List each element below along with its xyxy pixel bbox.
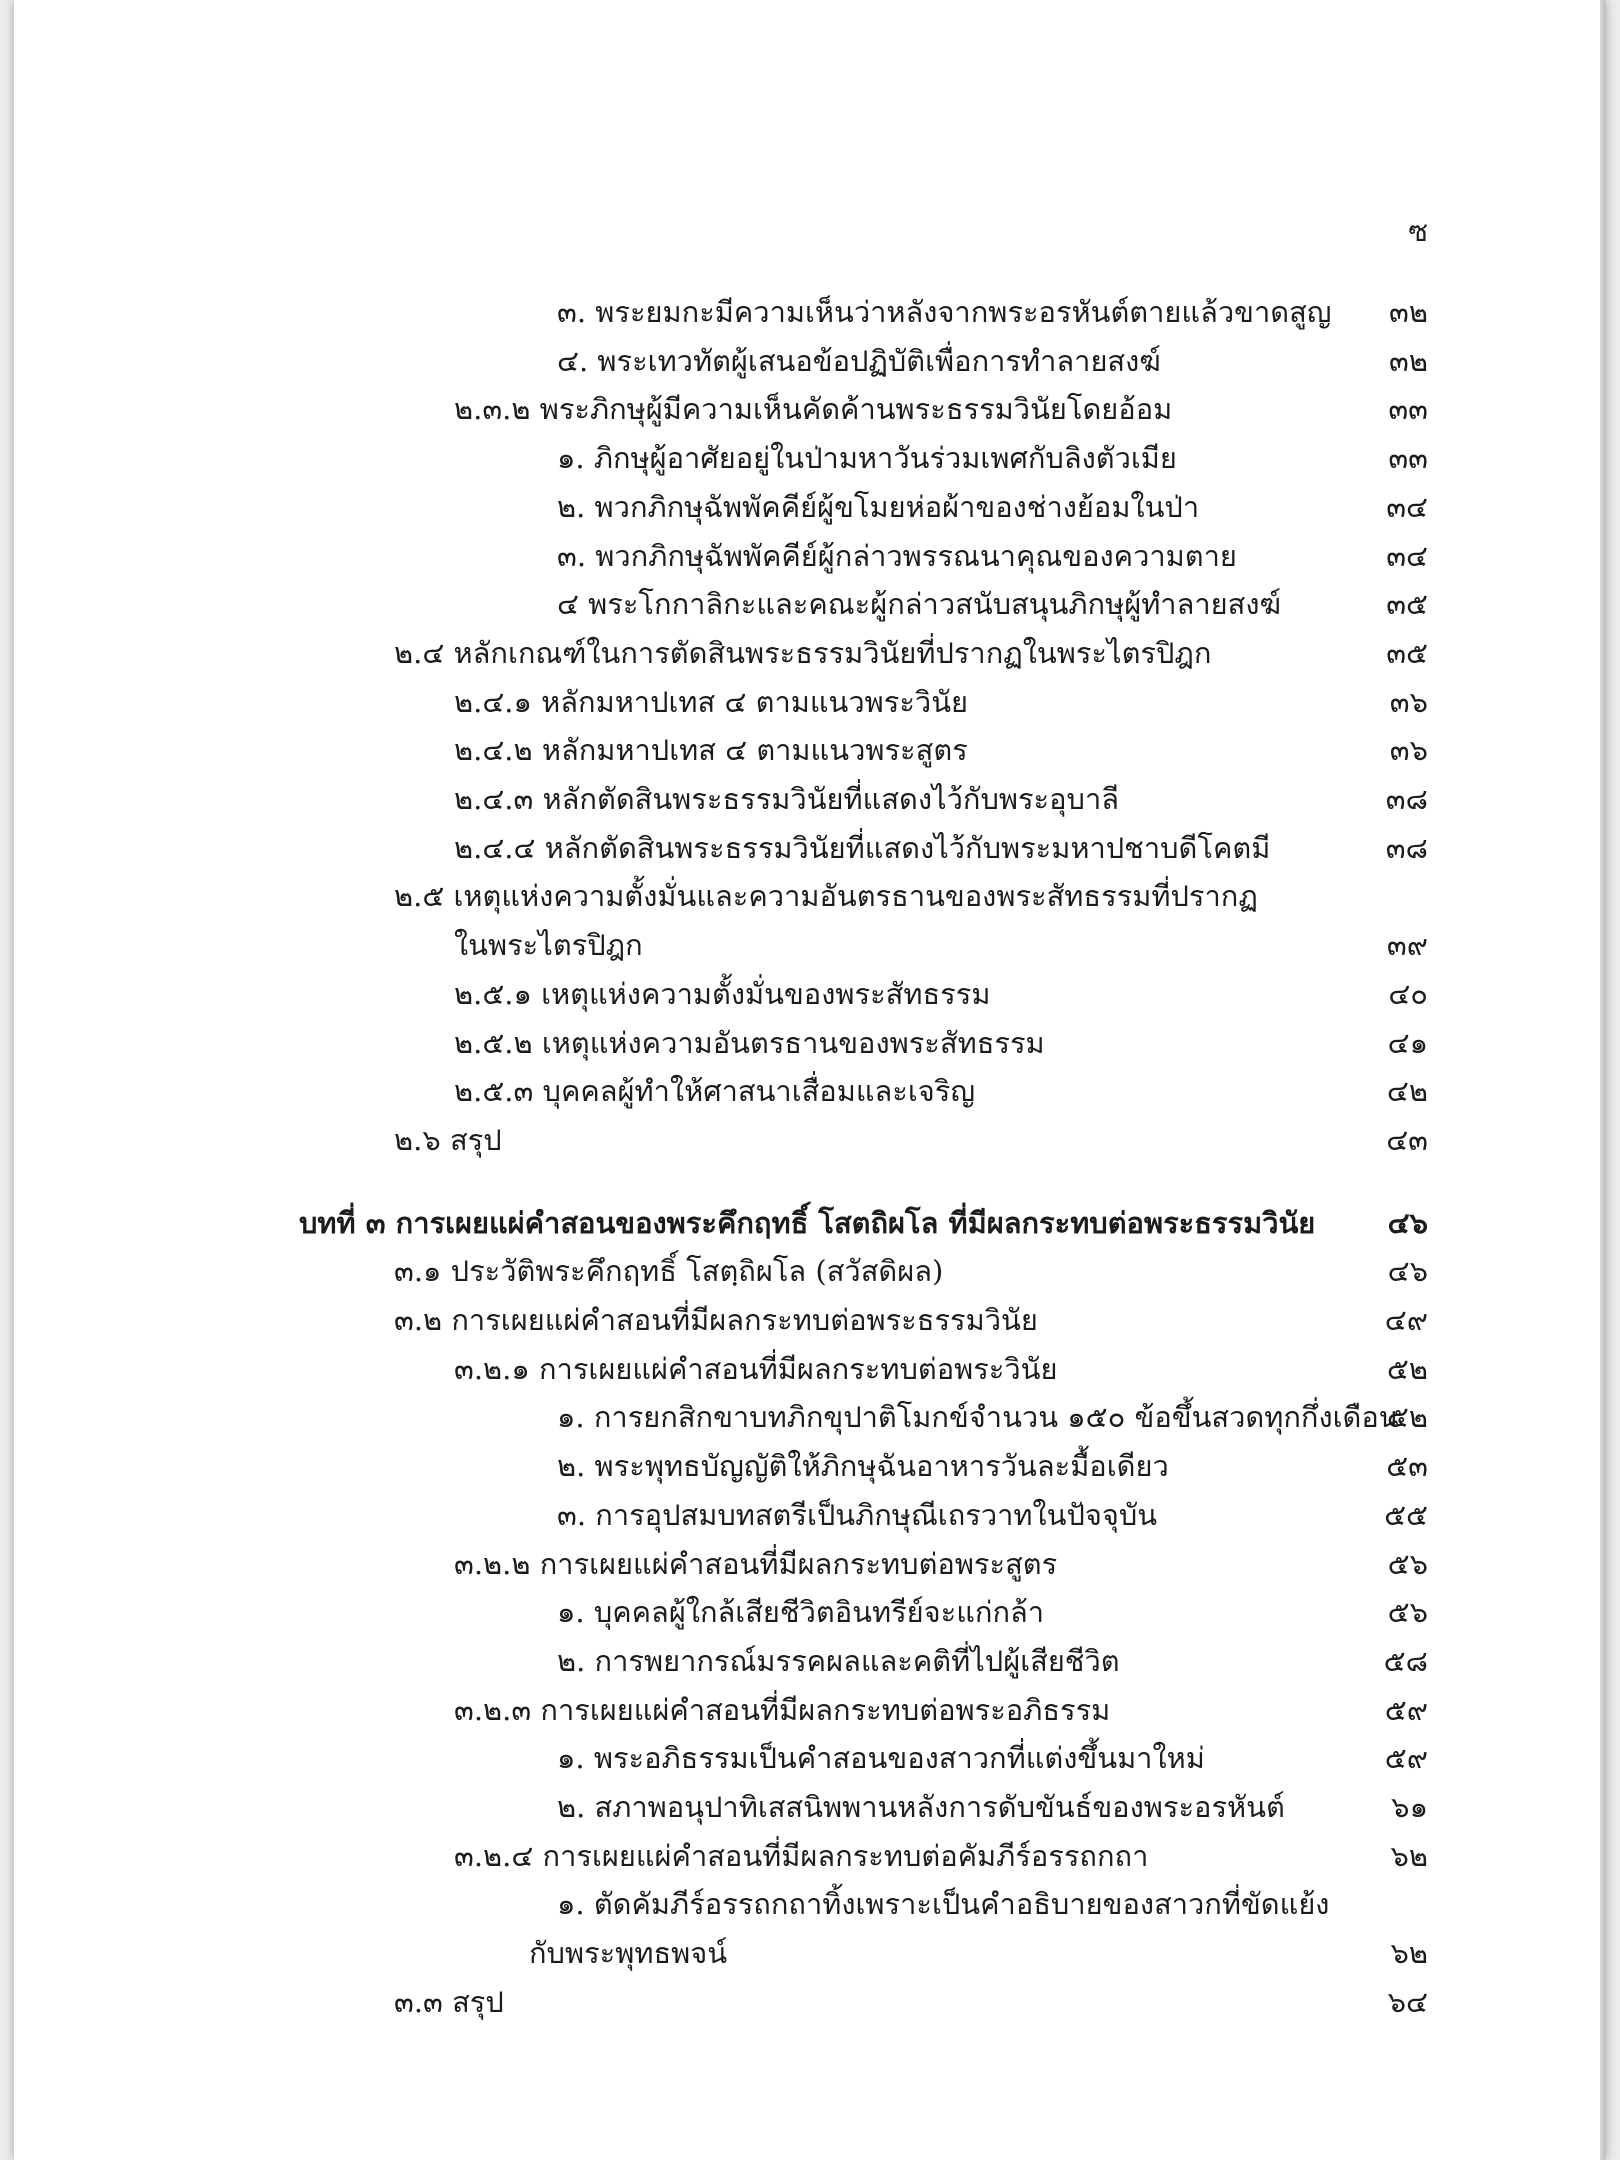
toc-entry-page: ๕๒ [1386, 1351, 1428, 1386]
toc-entry-page: ๕๒ [1386, 1400, 1428, 1435]
toc-entry-title: ๒.๕.๑ เหตุแห่งความตั้งมั่นของพระสัทธรรม [454, 976, 991, 1011]
toc-entry-page: ๔๖ [1387, 1254, 1428, 1289]
toc-entry-title: ๓.๒.๔ การเผยแผ่คำสอนที่มีผลกระทบต่อคัมภีร์อรรถกถา [454, 1838, 1149, 1873]
toc-entry [14, 922, 1606, 968]
toc-entry-page: ๖๒ [1390, 1936, 1428, 1971]
toc-entry-page: ๓๓ [1388, 392, 1428, 427]
toc-entry-title: ๒.๔.๔ หลักตัดสินพระธรรมวินัยที่แสดงไว้กับพระมหาปชาบดีโคตมี [454, 830, 1271, 865]
toc-entry-title: บทที่ ๓ การเผยแผ่คำสอนของพระคึกฤทธิ์ โสตถิผโล ที่มีผลกระทบต่อพระธรรมวินัย [299, 1205, 1316, 1240]
toc-entry-title: ๑. ตัดคัมภีร์อรรถกถาทิ้งเพราะเป็นคำอธิบายของสาวกที่ขัดแย้ง [557, 1887, 1330, 1922]
toc-entry [14, 1492, 1606, 1538]
toc-entry [14, 1394, 1606, 1440]
toc-entry-title: ๓.๒ การเผยแผ่คำสอนที่มีผลกระทบต่อพระธรรมวินัย [394, 1303, 1038, 1337]
toc-entry-title: ๓.๒.๒ การเผยแผ่คำสอนที่มีผลกระทบต่อพระสูตร [454, 1546, 1058, 1581]
toc-entry-title: กับพระพุทธพจน์ [529, 1936, 728, 1971]
toc-entry-page: ๕๕ [1384, 1497, 1428, 1532]
toc-entry [14, 1638, 1606, 1684]
toc-entry [14, 1443, 1606, 1489]
toc-entry [14, 679, 1606, 725]
toc-entry-title: ๓.๒.๑ การเผยแผ่คำสอนที่มีผลกระทบต่อพระวินัย [454, 1351, 1058, 1386]
toc-entry-page: ๓๒ [1389, 343, 1428, 378]
toc-entry [14, 1930, 1606, 1976]
toc-entry-page: ๕๘ [1383, 1643, 1428, 1678]
toc-entry-title: ในพระไตรปิฎก [454, 928, 643, 963]
toc-entry-title: ๒.๔ หลักเกณฑ์ในการตัดสินพระธรรมวินัยที่ปรากฏในพระไตรปิฎก [394, 635, 1212, 670]
toc-entry [14, 825, 1606, 871]
toc-entry [14, 1248, 1606, 1294]
toc-entry-page: ๔๑ [1387, 1025, 1428, 1060]
toc-entry-page: ๔๒ [1386, 1074, 1428, 1109]
toc-entry-page: ๕๖ [1387, 1595, 1428, 1630]
toc-entry-title: ๔. พระเทวทัตผู้เสนอข้อปฏิบัติเพื่อการทำลายสงฆ์ [557, 343, 1161, 378]
toc-entry [14, 533, 1606, 579]
toc-entry [14, 630, 1606, 676]
toc-entry-page: ๓๘ [1385, 830, 1428, 865]
toc-entry-title: ๓.๑ ประวัติพระคึกฤทธิ์ โสตฺถิผโล (สวัสดิผล) [394, 1254, 944, 1289]
toc-entry-page: ๔๓ [1386, 1122, 1428, 1157]
toc-entry-page: ๕๙ [1384, 1741, 1428, 1776]
toc-entry-page: ๕๓ [1386, 1449, 1428, 1484]
toc-entry-title: ๑. บุคคลผู้ใกล้เสียชีวิตอินทรีย์จะแก่กล้า [557, 1595, 1045, 1630]
toc-entry-page: ๔๐ [1388, 976, 1428, 1011]
toc-entry [14, 1346, 1606, 1392]
toc-entry [14, 484, 1606, 530]
toc-entry-page: ๓๘ [1385, 782, 1428, 816]
toc-entry [14, 971, 1606, 1017]
toc-entry [14, 1687, 1606, 1733]
toc-entry [14, 1589, 1606, 1635]
toc-entry-page: ๓๖ [1389, 733, 1428, 768]
toc-entry-title: ๒.๓.๒ พระภิกษุผู้มีความเห็นคัดค้านพระธรรมวินัยโดยอ้อม [454, 392, 1173, 427]
page-edge-shadow [1600, 0, 1606, 2160]
toc-entry [14, 1735, 1606, 1781]
toc-entry-title: ๒. พระพุทธบัญญัติให้ภิกษุฉันอาหารวันละมื้อเดียว [557, 1449, 1169, 1484]
toc-entry-title: ๒. สภาพอนุปาทิเสสนิพพานหลังการดับขันธ์ของพระอรหันต์ [557, 1790, 1285, 1824]
toc-entry-page: ๔๖ [1387, 1205, 1428, 1240]
toc-entry-title: ๔ พระโกกาลิกะและคณะผู้กล่าวสนับสนุนภิกษุผู้ทำลายสงฆ์ [557, 587, 1282, 622]
toc-entry [14, 386, 1606, 432]
toc-entry [14, 338, 1606, 384]
document-page [14, 0, 1606, 2160]
toc-entry-page: ๓๓ [1388, 441, 1428, 476]
toc-entry-page: ๓๙ [1386, 928, 1428, 963]
toc-entry [14, 1833, 1606, 1879]
toc-entry [14, 776, 1606, 822]
toc-entry-page: ๓๕ [1386, 587, 1428, 622]
toc-entry [14, 1117, 1606, 1163]
toc-entry-page: ๖๒ [1390, 1838, 1428, 1873]
toc-entry-title: ๒. พวกภิกษุฉัพพัคคีย์ผู้ขโมยห่อผ้าของช่างย้อมในป่า [557, 489, 1200, 524]
toc-entry-title: ๑. การยกสิกขาบทภิกขุปาติโมกข์จำนวน ๑๕๐ ข้อขึ้นสวดทุกกึ่งเดือน [557, 1400, 1399, 1435]
toc-entry [14, 873, 1606, 919]
toc-entry-title: ๓.๓ สรุป [394, 1984, 504, 2019]
toc-entry-page: ๖๔ [1387, 1984, 1428, 2019]
toc-chapter-entry [14, 1200, 1606, 1246]
toc-entry-title: ๒. การพยากรณ์มรรคผลและคติที่ไปผู้เสียชีวิต [557, 1643, 1120, 1678]
toc-entry-page: ๖๑ [1391, 1790, 1428, 1824]
toc-entry [14, 727, 1606, 773]
toc-entry-title: ๒.๖ สรุป [394, 1122, 502, 1157]
toc-entry [14, 1881, 1606, 1927]
toc-entry-title: ๒.๕.๓ บุคคลผู้ทำให้ศาสนาเสื่อมและเจริญ [454, 1074, 976, 1109]
toc-entry-title: ๒.๔.๓ หลักตัดสินพระธรรมวินัยที่แสดงไว้กับพระอุบาลี [454, 782, 1120, 816]
toc-entry [14, 1784, 1606, 1830]
toc-entry [14, 289, 1606, 335]
toc-entry-title: ๓. การอุปสมบทสตรีเป็นภิกษุณีเถรวาทในปัจจุบัน [557, 1497, 1158, 1532]
toc-entry-title: ๑. พระอภิธรรมเป็นคำสอนของสาวกที่แต่งขึ้นมาใหม่ [557, 1741, 1205, 1776]
toc-entry [14, 1297, 1606, 1343]
toc-entry-title: ๒.๕ เหตุแห่งความตั้งมั่นและความอันตรธานของพระสัทธรรมที่ปรากฏ [394, 879, 1258, 914]
toc-entry [14, 1020, 1606, 1066]
toc-entry-title: ๒.๕.๒ เหตุแห่งความอันตรธานของพระสัทธรรม [454, 1025, 1045, 1060]
toc-entry-title: ๓. พระยมกะมีความเห็นว่าหลังจากพระอรหันต์ตายแล้วขาดสูญ [557, 295, 1332, 329]
toc-entry [14, 1979, 1606, 2025]
toc-entry-page: ๓๒ [1389, 295, 1428, 329]
toc-entry [14, 1068, 1606, 1114]
toc-entry [14, 435, 1606, 481]
page-number: ซ [1408, 214, 1428, 248]
toc-entry-page: ๕๖ [1387, 1546, 1428, 1581]
toc-entry-page: ๓๕ [1386, 635, 1428, 670]
toc-entry-title: ๓. พวกภิกษุฉัพพัคคีย์ผู้กล่าวพรรณนาคุณของความตาย [557, 538, 1237, 573]
toc-entry-page: ๓๔ [1386, 489, 1428, 524]
toc-entry [14, 581, 1606, 627]
toc-entry-page: ๓๔ [1386, 538, 1428, 573]
toc-entry-page: ๓๖ [1389, 684, 1428, 719]
toc-entry-title: ๑. ภิกษุผู้อาศัยอยู่ในป่ามหาวันร่วมเพศกับลิงตัวเมีย [557, 441, 1177, 476]
toc-entry-title: ๒.๔.๒ หลักมหาปเทส ๔ ตามแนวพระสูตร [454, 733, 968, 768]
toc-entry [14, 1541, 1606, 1587]
toc-entry-title: ๓.๒.๓ การเผยแผ่คำสอนที่มีผลกระทบต่อพระอภิธรรม [454, 1692, 1111, 1727]
toc-entry-title: ๒.๔.๑ หลักมหาปเทส ๔ ตามแนวพระวินัย [454, 684, 969, 719]
toc-entry-page: ๕๙ [1384, 1692, 1428, 1727]
toc-entry-page: ๔๙ [1384, 1303, 1428, 1337]
